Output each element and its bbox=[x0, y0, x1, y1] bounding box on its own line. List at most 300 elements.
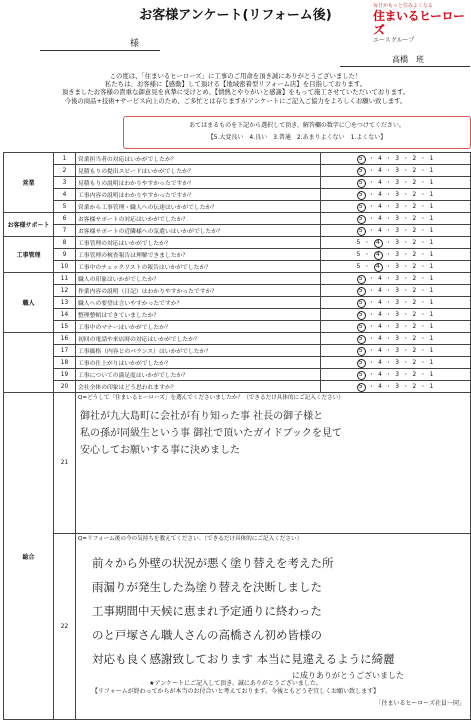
rating-option[interactable]: 1 bbox=[429, 180, 435, 186]
rating-option-circled[interactable]: 5 bbox=[357, 383, 366, 392]
rating-option[interactable]: 2 bbox=[412, 252, 418, 258]
rating-option[interactable]: 3 bbox=[395, 204, 400, 210]
rating-option[interactable]: 1 bbox=[429, 324, 435, 330]
rating-separator: ・ bbox=[400, 204, 413, 210]
rating-separator: ・ bbox=[400, 336, 413, 342]
rating-separator: ・ bbox=[417, 168, 430, 174]
rating-separator: ・ bbox=[400, 276, 413, 282]
rating-separator: ・ bbox=[417, 180, 430, 186]
category-cell bbox=[4, 333, 54, 393]
question-number: 20 bbox=[54, 381, 76, 393]
rating-separator: ・ bbox=[382, 276, 396, 282]
question-text: 工事中のチェックリストの報告はいかがでしたか？ bbox=[76, 261, 321, 273]
intro-line: この度は、「住まいるヒーローズ」に工事のご用命を頂き誠にありがとうございました！ bbox=[109, 72, 362, 80]
rating-option-circled[interactable]: 5 bbox=[357, 275, 366, 284]
rating-option[interactable]: 3 bbox=[395, 360, 400, 366]
rating-option[interactable]: 1 bbox=[429, 216, 435, 222]
rating-cell bbox=[321, 153, 471, 165]
rating-separator: ・ bbox=[365, 276, 379, 282]
rating-cell bbox=[321, 345, 471, 357]
rating-option[interactable]: 1 bbox=[429, 204, 435, 210]
rating-option[interactable]: 2 bbox=[412, 288, 418, 294]
rating-separator: ・ bbox=[400, 168, 413, 174]
survey-row bbox=[4, 309, 471, 321]
rating-option-circled[interactable]: 5 bbox=[357, 179, 366, 188]
question-prompt: Q=どうして「住まいるヒーローズ」を選んでくださいましたか？（できるだけ具体的にご記入ください） bbox=[78, 395, 344, 401]
rating-separator: ・ bbox=[382, 384, 396, 390]
rating-option[interactable]: 5 bbox=[356, 240, 362, 246]
intro-text bbox=[4, 72, 467, 105]
rating-separator: ・ bbox=[400, 384, 413, 390]
rating-option[interactable]: 4 bbox=[378, 312, 383, 318]
question-number: 4 bbox=[54, 189, 76, 201]
rating-separator: ・ bbox=[382, 180, 396, 186]
rating-separator: ・ bbox=[400, 192, 413, 198]
survey-row bbox=[4, 249, 471, 261]
question-text: 作業内容の説明（日記）はわかりやすかったですか？ bbox=[76, 285, 321, 297]
question-text: 工事についての満足度はいかがでしたか？ bbox=[76, 369, 321, 381]
handwritten-line: 前々から外壁の状況が悪く塗り替えを考えた所 bbox=[92, 556, 334, 570]
rating-separator: ・ bbox=[400, 312, 413, 318]
question-text: 初回の電話や来店時の対応はいかがでしたか？ bbox=[76, 333, 321, 345]
rating-separator: ・ bbox=[365, 228, 379, 234]
rating-separator: ・ bbox=[365, 300, 379, 306]
question-text: 見積もりの提出スピードはいかがでしたか？ bbox=[76, 165, 321, 177]
rating-option[interactable]: 2 bbox=[412, 276, 418, 282]
rating-option[interactable]: 4 bbox=[378, 324, 383, 330]
rating-option-circled[interactable]: 5 bbox=[357, 167, 366, 176]
rating-option[interactable]: 1 bbox=[429, 264, 435, 270]
instructions-line: あてはまるものを下記から選択して頂き、解答欄の数字に〇をつけてください。 bbox=[189, 122, 405, 129]
rating-cell bbox=[321, 381, 471, 393]
rating-cell bbox=[321, 369, 471, 381]
survey-row bbox=[4, 321, 471, 333]
question-text: 営業から工事管理・職人への伝達はいかがでしたか？ bbox=[76, 201, 321, 213]
logo-group: エースグループ bbox=[373, 37, 415, 44]
rating-cell bbox=[321, 249, 471, 261]
rating-separator: ・ bbox=[382, 228, 396, 234]
rating-option[interactable]: 3 bbox=[395, 324, 400, 330]
question-text: 工事中のマナーはいかがでしたか？ bbox=[76, 321, 321, 333]
handwritten-line: 雨漏りが発生した為塗り替えを決断しました bbox=[92, 580, 322, 594]
question-text: 職人の印象はいかがでしたか？ bbox=[76, 273, 321, 285]
rating-option-circled[interactable]: 5 bbox=[357, 203, 366, 212]
rating-option[interactable]: 1 bbox=[429, 240, 435, 246]
rating-cell bbox=[321, 297, 471, 309]
survey-row bbox=[4, 357, 471, 369]
survey-row bbox=[4, 177, 471, 189]
rating-option[interactable]: 2 bbox=[412, 312, 418, 318]
rating-option[interactable]: 2 bbox=[412, 384, 418, 390]
rating-legend: 【5.大変良い 4.良い 3.普通 2.あまりよくない 1.よくない】 bbox=[207, 134, 387, 141]
rating-separator: ・ bbox=[400, 324, 413, 330]
rating-cell bbox=[321, 321, 471, 333]
survey-row bbox=[4, 201, 471, 213]
category-cell: お客様サポート bbox=[4, 213, 54, 237]
rating-separator: ・ bbox=[417, 252, 430, 258]
question-text: 工事の仕上がりはいかがでしたか？ bbox=[76, 357, 321, 369]
rating-option[interactable]: 3 bbox=[395, 384, 400, 390]
rating-separator: ・ bbox=[365, 288, 379, 294]
rating-separator: ・ bbox=[417, 300, 430, 306]
rating-separator: ・ bbox=[382, 312, 396, 318]
rating-option[interactable]: 2 bbox=[412, 336, 418, 342]
rating-separator: ・ bbox=[417, 348, 430, 354]
question-text: 整理整頓はできていましたか？ bbox=[76, 309, 321, 321]
category-cell: 営業 bbox=[4, 153, 54, 213]
footer-message: 【リフォームが終わってからが本当のお付合いと考えております。今後ともどうぞ宜しくお願い致します】 bbox=[91, 688, 380, 695]
question-number: 10 bbox=[54, 261, 76, 273]
rating-option-circled[interactable]: 5 bbox=[357, 287, 366, 296]
rating-option[interactable]: 4 bbox=[378, 216, 383, 222]
rating-option-circled[interactable]: 5 bbox=[357, 191, 366, 200]
rating-option-circled[interactable]: 5 bbox=[357, 227, 366, 236]
rating-separator: ・ bbox=[382, 216, 396, 222]
instructions-box bbox=[123, 116, 471, 149]
rating-separator: ・ bbox=[365, 336, 379, 342]
category-cell: 工事管理 bbox=[4, 237, 54, 273]
rating-option[interactable]: 3 bbox=[395, 252, 400, 258]
footer-signature: 「住まいるヒーローズ社員一同」 bbox=[375, 700, 465, 707]
question-number: 13 bbox=[54, 297, 76, 309]
rating-option[interactable]: 3 bbox=[395, 336, 400, 342]
rating-option[interactable]: 4 bbox=[378, 300, 383, 306]
rating-separator: ・ bbox=[382, 336, 396, 342]
free-answer-row bbox=[4, 393, 471, 534]
staff-team: 高橋 班 bbox=[392, 55, 424, 64]
rating-separator: ・ bbox=[400, 252, 413, 258]
rating-option[interactable]: 1 bbox=[429, 384, 435, 390]
rating-separator: ・ bbox=[365, 192, 379, 198]
rating-option[interactable]: 4 bbox=[378, 348, 383, 354]
rating-option[interactable]: 3 bbox=[395, 240, 400, 246]
rating-option[interactable]: 2 bbox=[412, 264, 418, 270]
rating-cell bbox=[321, 189, 471, 201]
customer-honorific: 様 bbox=[130, 39, 140, 49]
rating-option[interactable]: 1 bbox=[429, 288, 435, 294]
rating-cell bbox=[321, 357, 471, 369]
question-number: 12 bbox=[54, 285, 76, 297]
rating-option[interactable]: 2 bbox=[412, 348, 418, 354]
page-title: お客様アンケート(リフォーム後) bbox=[139, 8, 332, 23]
rating-separator: ・ bbox=[382, 300, 396, 306]
rating-separator: ・ bbox=[365, 312, 379, 318]
rating-separator: ・ bbox=[417, 324, 430, 330]
handwritten-line: 対応も良く感謝致しております 本当に見違えるように綺麗 bbox=[92, 652, 395, 666]
rating-cell bbox=[321, 237, 471, 249]
rating-separator: ・ bbox=[400, 240, 413, 246]
survey-table bbox=[3, 152, 471, 720]
rating-option[interactable]: 4 bbox=[378, 192, 383, 198]
rating-option[interactable]: 4 bbox=[378, 180, 383, 186]
rating-separator: ・ bbox=[382, 348, 396, 354]
rating-separator: ・ bbox=[400, 300, 413, 306]
rating-option[interactable]: 3 bbox=[395, 288, 400, 294]
rating-separator: ・ bbox=[361, 264, 374, 270]
rating-option[interactable]: 2 bbox=[412, 180, 418, 186]
rating-option-circled[interactable]: 5 bbox=[357, 311, 366, 320]
rating-separator: ・ bbox=[382, 168, 396, 174]
rating-separator: ・ bbox=[400, 216, 413, 222]
rating-separator: ・ bbox=[382, 324, 396, 330]
handwritten-line: 安心してお願いする事に決めました bbox=[80, 445, 240, 456]
rating-separator: ・ bbox=[361, 252, 374, 258]
rating-option[interactable]: 4 bbox=[378, 360, 383, 366]
rating-cell bbox=[321, 225, 471, 237]
staff-line bbox=[340, 66, 470, 67]
survey-row bbox=[4, 225, 471, 237]
rating-separator: ・ bbox=[417, 312, 430, 318]
rating-option-circled[interactable]: 5 bbox=[357, 299, 366, 308]
handwritten-line: のと戸塚さん職人さんの高橋さん初め皆様の bbox=[92, 628, 322, 642]
company-logo bbox=[373, 3, 465, 44]
rating-separator: ・ bbox=[400, 156, 413, 162]
rating-cell bbox=[321, 165, 471, 177]
rating-option[interactable]: 3 bbox=[395, 156, 400, 162]
rating-separator: ・ bbox=[365, 384, 379, 390]
rating-option[interactable]: 5 bbox=[356, 264, 362, 270]
question-text: お客様サポートの近隣様への気遣いはいかがでしたか？ bbox=[76, 225, 321, 237]
rating-cell bbox=[321, 273, 471, 285]
rating-option-circled[interactable]: 5 bbox=[357, 335, 366, 344]
handwritten-line: 私の孫が同級生という事 御社で頂いたガイドブックを見て bbox=[80, 428, 342, 439]
survey-row bbox=[4, 369, 471, 381]
customer-name-line bbox=[40, 36, 160, 51]
question-number: 8 bbox=[54, 237, 76, 249]
survey-row bbox=[4, 189, 471, 201]
rating-option[interactable]: 2 bbox=[412, 360, 418, 366]
survey-row bbox=[4, 165, 471, 177]
intro-line: 今後の商品+技術+サービス向上のため、ご多忙とは存じますがアンケートにご記入ご協力をよろしくお願い致します。 bbox=[64, 96, 407, 105]
rating-option[interactable]: 3 bbox=[395, 348, 400, 354]
rating-option[interactable]: 2 bbox=[412, 204, 418, 210]
rating-option[interactable]: 2 bbox=[412, 324, 418, 330]
footer bbox=[0, 680, 471, 696]
survey-row bbox=[4, 213, 471, 225]
question-text: お客様サポートの対応はいかがでしたか？ bbox=[76, 213, 321, 225]
survey-row bbox=[4, 333, 471, 345]
rating-separator: ・ bbox=[417, 384, 430, 390]
logo-brand: 住まいるヒーローズ bbox=[373, 9, 465, 37]
rating-separator: ・ bbox=[365, 348, 379, 354]
rating-cell bbox=[321, 261, 471, 273]
category-cell: 職人 bbox=[4, 273, 54, 333]
rating-separator: ・ bbox=[417, 228, 430, 234]
rating-option-circled[interactable]: 5 bbox=[357, 371, 366, 380]
rating-option[interactable]: 2 bbox=[412, 372, 418, 378]
rating-separator: ・ bbox=[365, 204, 379, 210]
rating-option[interactable]: 4 bbox=[378, 336, 383, 342]
rating-separator: ・ bbox=[417, 192, 430, 198]
question-number: 18 bbox=[54, 357, 76, 369]
rating-separator: ・ bbox=[365, 156, 379, 162]
rating-option[interactable]: 1 bbox=[429, 168, 435, 174]
rating-separator: ・ bbox=[365, 216, 379, 222]
rating-cell bbox=[321, 213, 471, 225]
rating-cell bbox=[321, 309, 471, 321]
rating-separator: ・ bbox=[417, 216, 430, 222]
rating-option[interactable]: 3 bbox=[395, 228, 400, 234]
intro-line: 私たちは、お客様に【感動】して頂ける【地域密着型リフォーム店】を目指しております。 bbox=[104, 80, 367, 89]
rating-option[interactable]: 2 bbox=[412, 300, 418, 306]
rating-separator: ・ bbox=[382, 360, 396, 366]
question-text: 工事管理の対応はいかがでしたか？ bbox=[76, 237, 321, 249]
question-number: 2 bbox=[54, 165, 76, 177]
rating-option[interactable]: 2 bbox=[412, 216, 418, 222]
rating-separator: ・ bbox=[417, 156, 430, 162]
rating-option[interactable]: 4 bbox=[378, 372, 383, 378]
question-number: 21 bbox=[54, 393, 76, 534]
rating-option[interactable]: 2 bbox=[412, 156, 418, 162]
rating-separator: ・ bbox=[400, 228, 413, 234]
rating-separator: ・ bbox=[382, 192, 396, 198]
rating-separator: ・ bbox=[400, 372, 413, 378]
question-text: 営業担当者の対応はいかがでしたか？ bbox=[76, 153, 321, 165]
rating-option[interactable]: 1 bbox=[429, 336, 435, 342]
survey-row bbox=[4, 153, 471, 165]
rating-separator: ・ bbox=[400, 288, 413, 294]
rating-option-circled[interactable]: 5 bbox=[357, 359, 366, 368]
q21-answer-cell[interactable] bbox=[76, 393, 471, 534]
rating-option[interactable]: 4 bbox=[378, 168, 383, 174]
rating-separator: ・ bbox=[365, 168, 379, 174]
rating-separator: ・ bbox=[400, 360, 413, 366]
rating-option[interactable]: 4 bbox=[378, 228, 383, 234]
rating-option[interactable]: 4 bbox=[378, 204, 383, 210]
question-number: 22 bbox=[54, 534, 76, 720]
rating-option[interactable]: 3 bbox=[395, 264, 400, 270]
rating-option-circled[interactable]: 5 bbox=[357, 347, 366, 356]
rating-separator: ・ bbox=[382, 156, 396, 162]
rating-option[interactable]: 4 bbox=[378, 288, 383, 294]
rating-option[interactable]: 1 bbox=[429, 276, 435, 282]
rating-option[interactable]: 1 bbox=[429, 252, 435, 258]
handwritten-line: 御社が九大島町に会社が有り知った事 社長の御子様と bbox=[80, 411, 324, 422]
rating-separator: ・ bbox=[417, 276, 430, 282]
rating-option[interactable]: 1 bbox=[429, 300, 435, 306]
rating-option[interactable]: 4 bbox=[378, 384, 383, 390]
question-number: 15 bbox=[54, 321, 76, 333]
rating-option[interactable]: 1 bbox=[429, 228, 435, 234]
rating-cell bbox=[321, 201, 471, 213]
rating-option-circled[interactable]: 4 bbox=[374, 263, 383, 272]
question-number: 5 bbox=[54, 201, 76, 213]
rating-cell bbox=[321, 177, 471, 189]
rating-cell bbox=[321, 333, 471, 345]
rating-option[interactable]: 3 bbox=[395, 216, 400, 222]
rating-option[interactable]: 3 bbox=[395, 312, 400, 318]
question-prompt: Q=リフォーム後の今の気持ちを教えてください。（できるだけ具体的にご記入ください） bbox=[78, 536, 303, 542]
rating-separator: ・ bbox=[365, 180, 379, 186]
survey-row bbox=[4, 261, 471, 273]
logo-tagline: 毎日がもっと住みよくなる bbox=[373, 3, 434, 9]
rating-option[interactable]: 3 bbox=[395, 372, 400, 378]
question-number: 14 bbox=[54, 309, 76, 321]
rating-option[interactable]: 1 bbox=[429, 348, 435, 354]
question-text: 工事内容の説明はわかりやすかったですか？ bbox=[76, 189, 321, 201]
rating-separator: ・ bbox=[417, 240, 430, 246]
question-text: 見積もりの説明はわかりやすかったですか？ bbox=[76, 177, 321, 189]
handwritten-answer bbox=[78, 408, 468, 459]
rating-option[interactable]: 1 bbox=[429, 156, 435, 162]
rating-separator: ・ bbox=[417, 288, 430, 294]
rating-separator: ・ bbox=[365, 372, 379, 378]
rating-option[interactable]: 2 bbox=[412, 168, 418, 174]
rating-option[interactable]: 3 bbox=[395, 300, 400, 306]
rating-option[interactable]: 1 bbox=[429, 312, 435, 318]
rating-option[interactable]: 3 bbox=[395, 192, 400, 198]
rating-option[interactable]: 3 bbox=[395, 276, 400, 282]
rating-separator: ・ bbox=[417, 372, 430, 378]
rating-separator: ・ bbox=[417, 336, 430, 342]
survey-row bbox=[4, 345, 471, 357]
rating-option[interactable]: 2 bbox=[412, 192, 418, 198]
rating-cell bbox=[321, 285, 471, 297]
survey-row bbox=[4, 273, 471, 285]
question-number: 1 bbox=[54, 153, 76, 165]
rating-separator: ・ bbox=[382, 372, 396, 378]
rating-option[interactable]: 1 bbox=[429, 372, 435, 378]
rating-separator: ・ bbox=[400, 348, 413, 354]
question-number: 19 bbox=[54, 369, 76, 381]
rating-separator: ・ bbox=[382, 204, 396, 210]
rating-option-circled[interactable]: 4 bbox=[374, 251, 383, 260]
question-number: 17 bbox=[54, 345, 76, 357]
rating-option[interactable]: 5 bbox=[356, 252, 362, 258]
rating-separator: ・ bbox=[417, 264, 430, 270]
rating-option-circled[interactable]: 4 bbox=[374, 239, 383, 248]
footer-thanks: ★アンケートにご記入して頂き、誠にありがとうございました。 bbox=[149, 680, 322, 687]
rating-separator: ・ bbox=[400, 264, 413, 270]
rating-option[interactable]: 2 bbox=[412, 228, 418, 234]
rating-separator: ・ bbox=[365, 360, 379, 366]
rating-option-circled[interactable]: 5 bbox=[357, 215, 366, 224]
rating-separator: ・ bbox=[365, 324, 379, 330]
question-text: 工事管理の検査報告は理解できましたか？ bbox=[76, 249, 321, 261]
question-text: 職人への要望は言いやすかったですか？ bbox=[76, 297, 321, 309]
question-text: 会社全体の印象はどう思われますか？ bbox=[76, 381, 321, 393]
rating-option[interactable]: 2 bbox=[412, 240, 418, 246]
question-number: 7 bbox=[54, 225, 76, 237]
rating-separator: ・ bbox=[382, 252, 396, 258]
rating-option[interactable]: 3 bbox=[395, 168, 400, 174]
rating-option[interactable]: 1 bbox=[429, 192, 435, 198]
rating-separator: ・ bbox=[400, 180, 413, 186]
rating-separator: ・ bbox=[382, 240, 396, 246]
survey-row bbox=[4, 297, 471, 309]
question-number: 3 bbox=[54, 177, 76, 189]
rating-separator: ・ bbox=[382, 264, 396, 270]
rating-option-circled[interactable]: 5 bbox=[357, 155, 366, 164]
survey-row bbox=[4, 381, 471, 393]
handwritten-line: 工事期間中天候に恵まれ予定通りに終わった bbox=[92, 604, 322, 618]
survey-row bbox=[4, 237, 471, 249]
rating-option[interactable]: 4 bbox=[378, 276, 383, 282]
rating-separator: ・ bbox=[417, 204, 430, 210]
category-cell: 総合 bbox=[4, 393, 54, 720]
rating-option[interactable]: 1 bbox=[429, 360, 435, 366]
survey-row bbox=[4, 285, 471, 297]
handwritten-answer bbox=[78, 551, 468, 681]
rating-option[interactable]: 3 bbox=[395, 180, 400, 186]
rating-option-circled[interactable]: 5 bbox=[357, 323, 366, 332]
question-text: 工事価格（内容とのバランス）はいかがでしたか？ bbox=[76, 345, 321, 357]
question-number: 6 bbox=[54, 213, 76, 225]
rating-separator: ・ bbox=[417, 360, 430, 366]
question-number: 16 bbox=[54, 333, 76, 345]
handwritten-line: に成りありがとうございました bbox=[292, 671, 404, 680]
rating-option[interactable]: 4 bbox=[378, 156, 383, 162]
